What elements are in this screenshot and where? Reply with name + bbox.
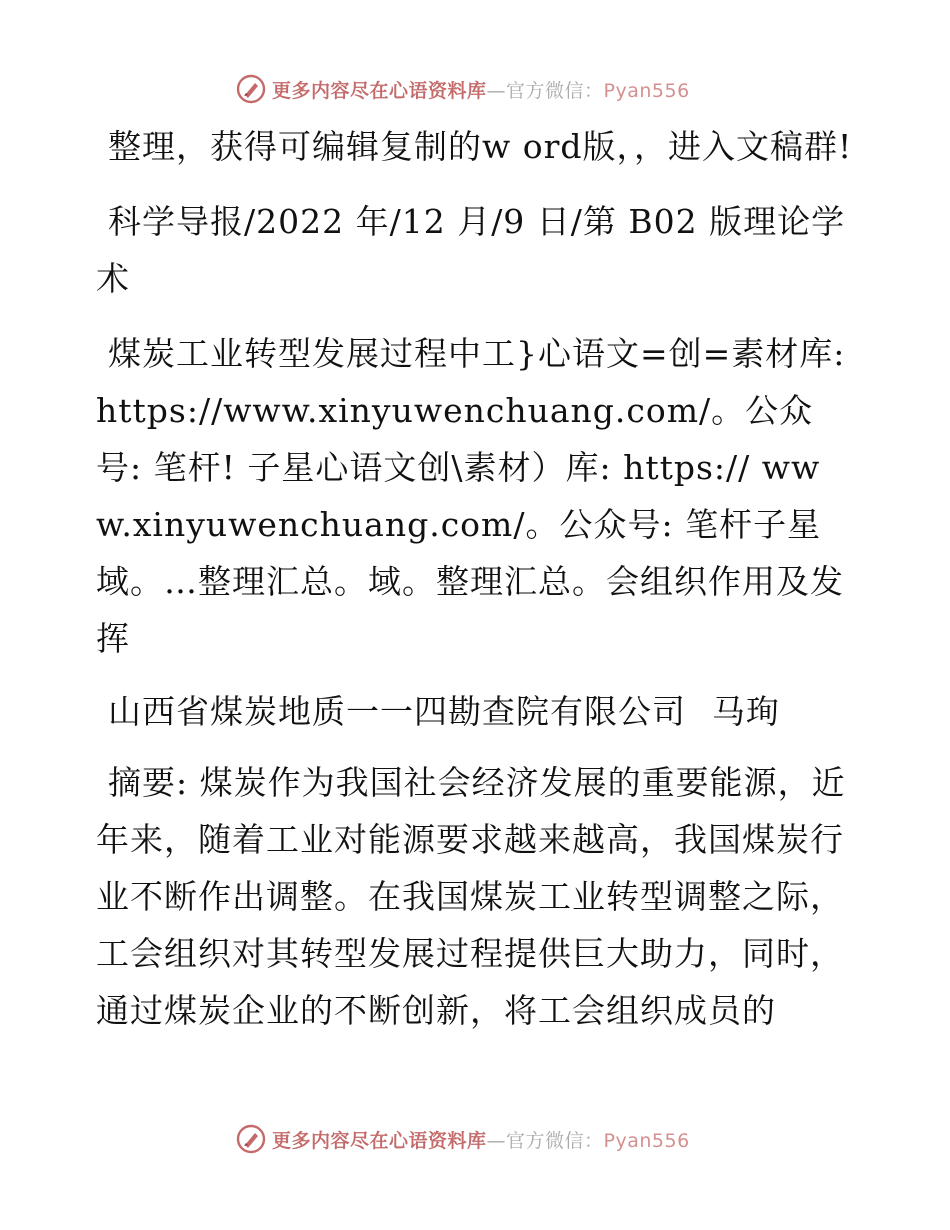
watermark-wechat-id: Pyan556 [603,1129,690,1152]
affiliation-org: 山西省煤炭地质一一四勘查院有限公司 [108,692,686,731]
footer-watermark [236,1122,690,1156]
pen-logo-icon [236,1124,266,1154]
paragraph-source [96,193,856,307]
paragraph-intro [96,118,856,175]
watermark-label: 官方微信： [506,1129,604,1152]
header-watermark [236,72,690,106]
watermark-brand: 更多内容尽在心语资料库 [272,79,487,102]
watermark-brand: 更多内容尽在心语资料库 [272,1129,487,1152]
watermark-separator: — [486,79,507,102]
watermark-label: 官方微信： [506,79,604,102]
pen-logo-icon [236,74,266,104]
paragraph-abstract [96,754,856,1039]
paragraph-source-text: 科学导报/2022 年/12 月/9 日/第 B02 版理论学术 [96,202,846,298]
paragraph-abstract-text: 摘要: 煤炭作为我国社会经济发展的重要能源，近年来，随着工业对能源要求越来越高，我国煤炭行业不断作出调整。在我国煤炭工业转型调整之际，工会组织对其转型发展过程提供巨大助力，同时，通过煤炭企业的不断创新，将工会组织成员的 [96,763,846,1030]
paragraph-title [96,325,856,667]
paragraph-title-text: 煤炭工业转型发展过程中工}心语文=创=素材库: https://www.xinyuwenchuang.com/。公众号: 笔杆! 子星心语文创\素材）库: https:// www.xinyuwenchuang.com/。公众号: 笔杆子星域。…整理汇总。域。整理汇总。会组织作用及发挥 [96,334,857,658]
author-name: 马珣 [712,692,780,731]
watermark-wechat-id: Pyan556 [603,79,690,102]
paragraph-affiliation [96,683,856,740]
watermark-text [272,76,690,103]
watermark-text [272,1126,690,1153]
watermark-separator: — [486,1129,507,1152]
document-body [96,118,856,1039]
paragraph-intro-text: 整理，获得可编辑复制的w ord版，，进入文稿群! [108,127,853,166]
